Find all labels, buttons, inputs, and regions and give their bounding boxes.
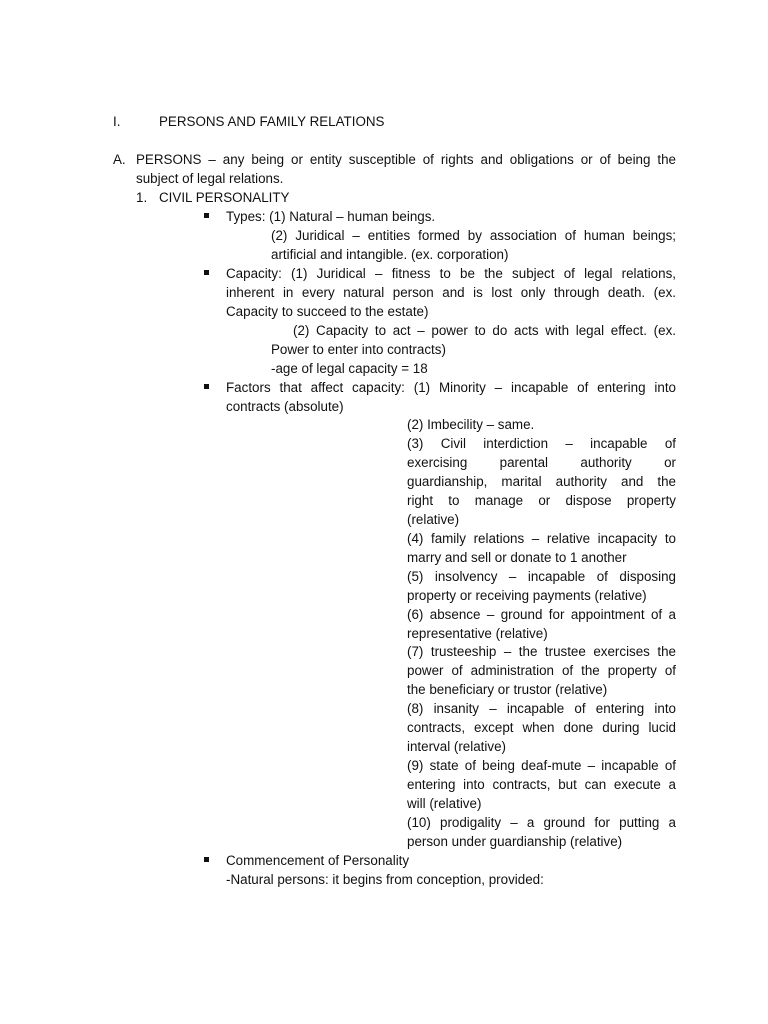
section-a-marker: A.	[113, 152, 126, 167]
capacity-line5: Power to enter into contracts)	[271, 342, 446, 357]
factor-line: (5) insolvency – incapable of disposing	[407, 569, 676, 584]
bullet-commencement	[204, 857, 209, 862]
factor-line: the beneficiary or trustor (relative)	[407, 682, 608, 697]
factor-line: (6) absence – ground for appointment of a	[407, 607, 676, 622]
factor-line: (3) Civil interdiction – incapable of	[407, 436, 676, 451]
factor-line: will (relative)	[407, 796, 482, 811]
factor-line: (relative)	[407, 512, 460, 527]
factor-line: power of administration of the property of	[407, 663, 676, 678]
section-a-text-line1: PERSONS – any being or entity susceptible of rights and obligations or of being the	[136, 152, 676, 167]
factor-line: person under guardianship (relative)	[407, 834, 623, 849]
factor-line: entering into contracts, but can execute a	[407, 777, 676, 792]
section-a-text-line2: subject of legal relations.	[136, 171, 284, 186]
factors-line1: Factors that affect capacity: (1) Minority – incapable of entering into	[226, 380, 676, 395]
capacity-line4: (2) Capacity to act – power to do acts with legal effect. (ex.	[293, 323, 676, 338]
commencement-line2: -Natural persons: it begins from conception, provided:	[226, 872, 544, 887]
commencement-line1: Commencement of Personality	[226, 853, 410, 868]
item-1-marker: 1.	[136, 190, 148, 205]
heading-numeral: I.	[113, 114, 121, 129]
factor-line: right to manage or dispose property	[407, 493, 676, 508]
factor-line: (7) trusteeship – the trustee exercises the	[407, 644, 676, 659]
capacity-line3: Capacity to succeed to the estate)	[226, 304, 429, 319]
factor-line: (8) insanity – incapable of entering into	[407, 701, 676, 716]
capacity-line6: -age of legal capacity = 18	[271, 361, 428, 376]
factor-line: (4) family relations – relative incapacity to	[407, 531, 676, 546]
factor-line: (2) Imbecility – same.	[407, 417, 535, 432]
factor-line: property or receiving payments (relative)	[407, 588, 647, 603]
types-line3: artificial and intangible. (ex. corporation)	[271, 247, 509, 262]
heading-title: PERSONS AND FAMILY RELATIONS	[159, 114, 385, 129]
factor-line: marry and sell or donate to 1 another	[407, 550, 627, 565]
item-1-title: CIVIL PERSONALITY	[159, 190, 290, 205]
bullet-types	[204, 213, 209, 218]
factor-line: contracts, except when done during lucid	[407, 720, 676, 735]
factor-line: (10) prodigality – a ground for putting a	[407, 815, 676, 830]
capacity-line1: Capacity: (1) Juridical – fitness to be the subject of legal relations,	[226, 266, 676, 281]
factor-line: interval (relative)	[407, 739, 506, 754]
bullet-factors	[204, 384, 209, 389]
capacity-line2: inherent in every natural person and is lost only through death. (ex.	[226, 285, 676, 300]
types-line2: (2) Juridical – entities formed by association of human beings;	[271, 228, 676, 243]
factors-line2: contracts (absolute)	[226, 399, 344, 414]
factor-line: representative (relative)	[407, 626, 548, 641]
factor-line: (9) state of being deaf-mute – incapable of	[407, 758, 676, 773]
bullet-capacity	[204, 270, 209, 275]
types-line1: Types: (1) Natural – human beings.	[226, 209, 436, 224]
factor-line: guardianship, marital authority and the	[407, 474, 676, 489]
factor-line: exercising parental authority or	[407, 455, 676, 470]
